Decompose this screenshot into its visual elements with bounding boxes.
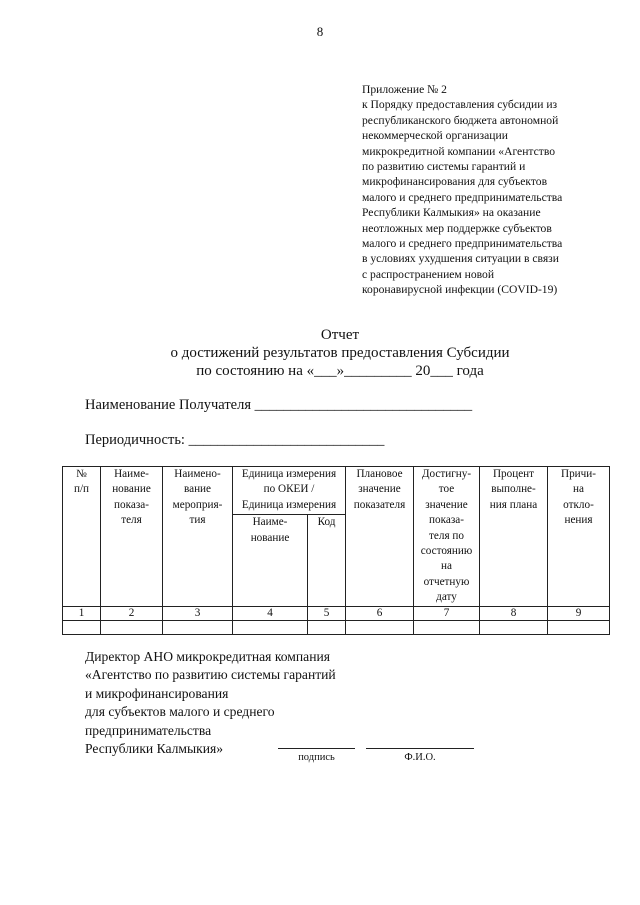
report-table bbox=[62, 466, 610, 635]
signature-line: и микрофинансирования bbox=[85, 685, 229, 701]
column-number: 6 bbox=[346, 606, 414, 620]
header-indicator-name: Наиме- нование показа- теля bbox=[101, 467, 163, 607]
recipient-name-field[interactable]: Наименование Получателя ______________________________ bbox=[85, 397, 473, 413]
table-cell[interactable] bbox=[101, 620, 163, 634]
column-number: 2 bbox=[101, 606, 163, 620]
table-cell[interactable] bbox=[308, 620, 346, 634]
table-row bbox=[63, 620, 610, 634]
appendix-line: коронавирусной инфекции (COVID-19) bbox=[362, 283, 558, 297]
signature-underline[interactable] bbox=[278, 748, 355, 749]
header-planned-value: Плановое значение показателя bbox=[346, 467, 414, 607]
signature-label: подпись bbox=[298, 752, 335, 763]
signature-line: «Агентство по развитию системы гарантий bbox=[85, 667, 336, 683]
appendix-line: малого и среднего предпринимательства bbox=[362, 190, 563, 204]
header-plan-percent: Процент выполне- ния плана bbox=[480, 467, 548, 607]
column-number: 7 bbox=[414, 606, 480, 620]
column-number: 1 bbox=[63, 606, 101, 620]
report-title bbox=[0, 326, 640, 380]
header-unit: Единица измерения по ОКЕИ / Единица измерения bbox=[233, 467, 346, 515]
column-number: 9 bbox=[548, 606, 610, 620]
header-unit-name: Наиме- нование bbox=[233, 515, 308, 606]
signature-line: Республики Калмыкия» bbox=[85, 741, 224, 757]
appendix-line: микрофинансирования для субъектов bbox=[362, 175, 548, 189]
appendix-line: по развитию системы гарантий и bbox=[362, 160, 526, 174]
column-number-row bbox=[63, 606, 610, 620]
report-subtitle-line: о достижений результатов предоставления Субсидии bbox=[170, 345, 510, 361]
appendix-note bbox=[362, 82, 617, 298]
signature-line: Директор АНО микрокредитная компания bbox=[85, 649, 330, 664]
appendix-line: с распространением новой bbox=[362, 267, 495, 281]
periodicity-field[interactable]: Периодичность: ___________________________ bbox=[85, 432, 385, 448]
header-event-name: Наимено- вание мероприя- тия bbox=[163, 467, 233, 607]
header-achieved-value: Достигну- тое значение показа- теля по состоянию на отчетную дату bbox=[414, 467, 480, 607]
appendix-line: к Порядку предоставления субсидии из bbox=[362, 98, 558, 112]
appendix-line: Приложение № 2 bbox=[362, 83, 447, 96]
page-number: 8 bbox=[316, 24, 324, 39]
header-deviation-reason: Причи- на откло- нения bbox=[548, 467, 610, 607]
name-underline[interactable] bbox=[366, 748, 474, 749]
table-cell[interactable] bbox=[414, 620, 480, 634]
column-number: 5 bbox=[308, 606, 346, 620]
table-cell[interactable] bbox=[163, 620, 233, 634]
appendix-line: некоммерческой организации bbox=[362, 129, 508, 143]
appendix-line: республиканского бюджета автономной bbox=[362, 113, 559, 127]
appendix-line: в условиях ухудшения ситуации в связи bbox=[362, 252, 559, 266]
table-cell[interactable] bbox=[63, 620, 101, 634]
report-title-line: Отчет bbox=[320, 327, 360, 343]
signature-block bbox=[85, 648, 336, 758]
table-cell[interactable] bbox=[233, 620, 308, 634]
report-date-line: по состоянию на «___»_________ 20___ года bbox=[196, 363, 484, 379]
header-unit-code: Код bbox=[308, 515, 346, 606]
appendix-line: Республики Калмыкия» на оказание bbox=[362, 206, 541, 220]
header-num: № п/п bbox=[63, 467, 101, 607]
table-cell[interactable] bbox=[480, 620, 548, 634]
column-number: 8 bbox=[480, 606, 548, 620]
column-number: 4 bbox=[233, 606, 308, 620]
column-number: 3 bbox=[163, 606, 233, 620]
table-header-row bbox=[63, 467, 610, 515]
table-cell[interactable] bbox=[548, 620, 610, 634]
appendix-line: микрокредитной компании «Агентство bbox=[362, 144, 556, 158]
appendix-line: неотложных мер поддержке субъектов bbox=[362, 221, 552, 235]
signature-line: предпринимательства bbox=[85, 722, 212, 738]
appendix-line: малого и среднего предпринимательства bbox=[362, 237, 563, 251]
signature-line: для субъектов малого и среднего bbox=[85, 704, 275, 720]
name-label: Ф.И.О. bbox=[404, 752, 436, 763]
table-cell[interactable] bbox=[346, 620, 414, 634]
